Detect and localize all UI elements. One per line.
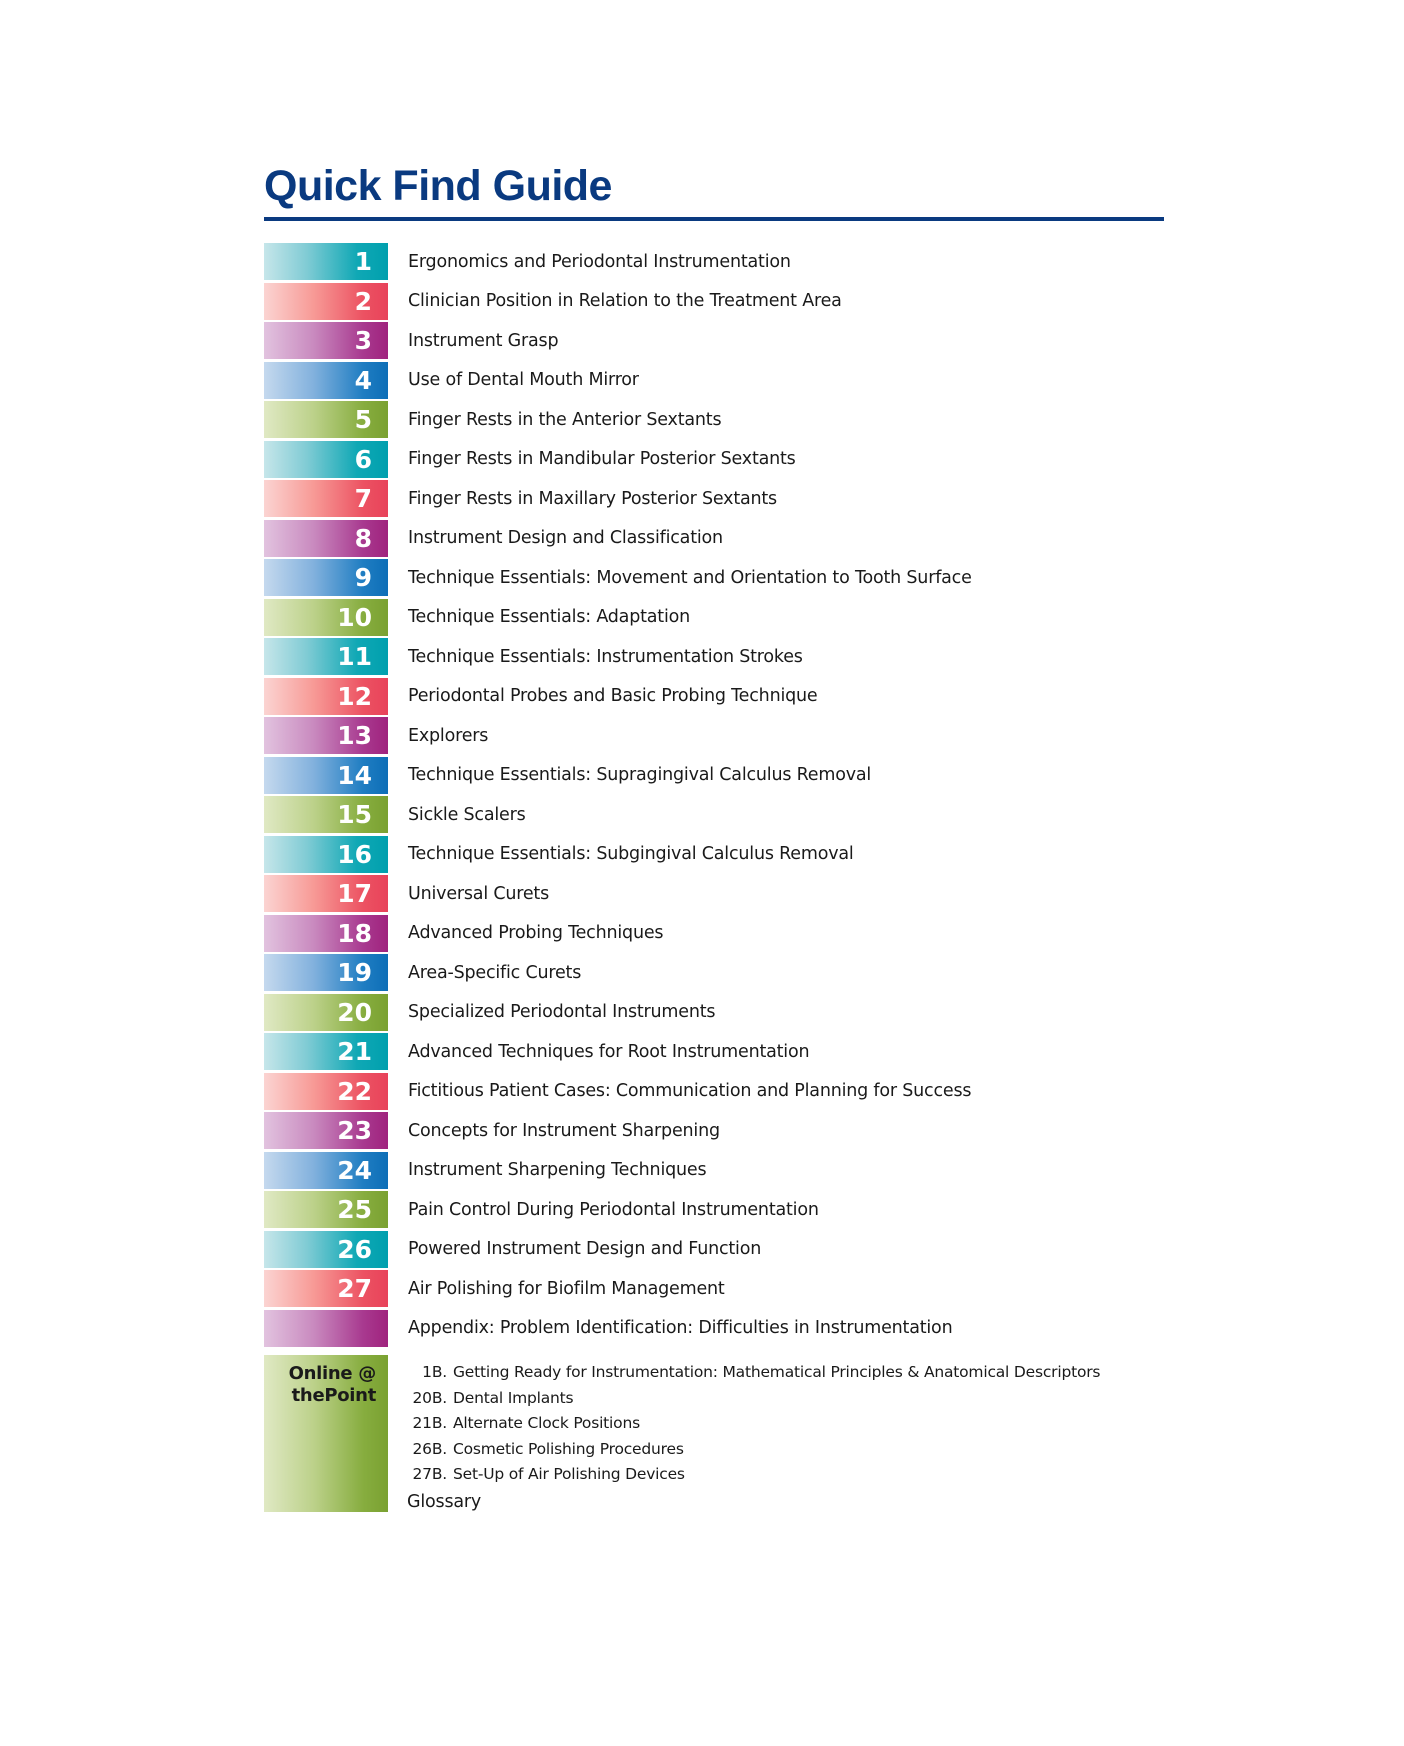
chapter-tab: 4 xyxy=(264,362,388,399)
online-item-label[interactable]: Cosmetic Polishing Procedures xyxy=(453,1439,684,1458)
chapter-label[interactable]: Technique Essentials: Movement and Orientation to Tooth Surface xyxy=(408,567,972,588)
chapter-label[interactable]: Area-Specific Curets xyxy=(408,962,582,983)
chapter-tab: 19 xyxy=(264,954,388,991)
chapter-row[interactable] xyxy=(264,441,1164,478)
chapter-tab: 2 xyxy=(264,283,388,320)
chapter-list xyxy=(264,243,1164,1349)
page-title: Quick Find Guide xyxy=(264,162,612,210)
online-item[interactable] xyxy=(407,1360,1100,1386)
chapter-label[interactable]: Advanced Probing Techniques xyxy=(408,923,664,943)
chapter-tab: 3 xyxy=(264,322,388,359)
chapter-label[interactable]: Technique Essentials: Instrumentation Strokes xyxy=(408,646,803,667)
chapter-label[interactable]: Sickle Scalers xyxy=(408,804,526,825)
chapter-row[interactable] xyxy=(264,1231,1164,1268)
chapter-row[interactable] xyxy=(264,1073,1164,1110)
chapter-label[interactable]: Ergonomics and Periodontal Instrumentation xyxy=(408,251,791,272)
chapter-tab: 25 xyxy=(264,1191,388,1228)
chapter-tab: 15 xyxy=(264,796,388,833)
online-list xyxy=(407,1360,1100,1516)
chapter-tab: 11 xyxy=(264,638,388,675)
chapter-label[interactable]: Periodontal Probes and Basic Probing Technique xyxy=(408,686,818,706)
chapter-label[interactable]: Specialized Periodontal Instruments xyxy=(408,1002,716,1022)
chapter-row[interactable] xyxy=(264,678,1164,715)
chapter-row[interactable] xyxy=(264,954,1164,991)
chapter-tab: 9 xyxy=(264,559,388,596)
chapter-row[interactable] xyxy=(264,401,1164,438)
chapter-tab: 5 xyxy=(264,401,388,438)
chapter-tab: 20 xyxy=(264,994,388,1031)
chapter-tab: 6 xyxy=(264,441,388,478)
chapter-row[interactable] xyxy=(264,599,1164,636)
appendix-label[interactable]: Appendix: Problem Identification: Difficulties in Instrumentation xyxy=(408,1318,953,1338)
chapter-row[interactable] xyxy=(264,757,1164,794)
chapter-tab: 21 xyxy=(264,1033,388,1070)
chapter-tab: 22 xyxy=(264,1073,388,1110)
chapter-tab: 27 xyxy=(264,1270,388,1307)
chapter-label[interactable]: Concepts for Instrument Sharpening xyxy=(408,1120,720,1141)
chapter-label[interactable]: Powered Instrument Design and Function xyxy=(408,1239,762,1259)
chapter-row[interactable] xyxy=(264,520,1164,557)
online-item[interactable] xyxy=(407,1437,1100,1463)
appendix-tab xyxy=(264,1310,388,1347)
chapter-tab: 26 xyxy=(264,1231,388,1268)
chapter-row[interactable] xyxy=(264,1152,1164,1189)
chapter-tab: 7 xyxy=(264,480,388,517)
chapter-label[interactable]: Technique Essentials: Adaptation xyxy=(408,607,691,627)
online-item[interactable] xyxy=(407,1411,1100,1437)
chapter-row[interactable] xyxy=(264,915,1164,952)
glossary-link[interactable]: Glossary xyxy=(407,1491,482,1512)
online-item-code: 21B. xyxy=(412,1414,447,1432)
chapter-label[interactable]: Air Polishing for Biofilm Management xyxy=(408,1278,725,1299)
chapter-tab: 13 xyxy=(264,717,388,754)
online-line-1: Online @ xyxy=(288,1363,376,1384)
chapter-label[interactable]: Advanced Techniques for Root Instrumentation xyxy=(408,1041,810,1062)
appendix-row[interactable] xyxy=(264,1310,1164,1347)
chapter-tab: 18 xyxy=(264,915,388,952)
online-item-code: 20B. xyxy=(412,1388,447,1407)
online-tab-text xyxy=(289,1363,376,1407)
chapter-row[interactable] xyxy=(264,480,1164,517)
chapter-tab: 23 xyxy=(264,1112,388,1149)
chapter-label[interactable]: Technique Essentials: Subgingival Calculus Removal xyxy=(408,844,854,864)
chapter-label[interactable]: Instrument Sharpening Techniques xyxy=(408,1160,707,1180)
online-item-code: 26B. xyxy=(412,1439,447,1458)
online-item[interactable] xyxy=(407,1386,1100,1412)
chapter-row[interactable] xyxy=(264,1191,1164,1228)
chapter-label[interactable]: Clinician Position in Relation to the Treatment Area xyxy=(408,291,842,311)
chapter-row[interactable] xyxy=(264,322,1164,359)
chapter-tab: 16 xyxy=(264,836,388,873)
chapter-row[interactable] xyxy=(264,836,1164,873)
chapter-row[interactable] xyxy=(264,1033,1164,1070)
chapter-label[interactable]: Pain Control During Periodontal Instrumentation xyxy=(408,1199,819,1220)
online-line-2: thePoint xyxy=(291,1385,376,1406)
chapter-tab: 17 xyxy=(264,875,388,912)
chapter-tab: 8 xyxy=(264,520,388,557)
chapter-tab: 1 xyxy=(264,243,388,280)
chapter-label[interactable]: Fictitious Patient Cases: Communication and Planning for Success xyxy=(408,1081,972,1101)
online-item[interactable] xyxy=(407,1462,1100,1488)
chapter-tab: 24 xyxy=(264,1152,388,1189)
chapter-label[interactable]: Instrument Design and Classification xyxy=(408,528,723,548)
chapter-row[interactable] xyxy=(264,717,1164,754)
chapter-label[interactable]: Explorers xyxy=(408,725,489,746)
chapter-row[interactable] xyxy=(264,875,1164,912)
chapter-tab: 10 xyxy=(264,599,388,636)
online-tab xyxy=(264,1355,388,1512)
online-item-code: 27B. xyxy=(412,1465,447,1483)
chapter-label[interactable]: Universal Curets xyxy=(408,883,550,904)
chapter-row[interactable] xyxy=(264,283,1164,320)
chapter-row[interactable] xyxy=(264,559,1164,596)
chapter-tab: 12 xyxy=(264,678,388,715)
online-item-label[interactable]: Getting Ready for Instrumentation: Mathematical Principles & Anatomical Descriptors xyxy=(453,1363,1101,1381)
chapter-label[interactable]: Finger Rests in Mandibular Posterior Sextants xyxy=(408,449,796,469)
chapter-row[interactable] xyxy=(264,796,1164,833)
online-item-code: 1B. xyxy=(422,1363,447,1381)
title-rule xyxy=(264,217,1164,221)
chapter-label[interactable]: Finger Rests in Maxillary Posterior Sextants xyxy=(408,488,777,509)
chapter-row[interactable] xyxy=(264,362,1164,399)
chapter-label[interactable]: Use of Dental Mouth Mirror xyxy=(408,370,639,390)
chapter-tab: 14 xyxy=(264,757,388,794)
chapter-label[interactable]: Technique Essentials: Supragingival Calculus Removal xyxy=(408,765,872,785)
chapter-row[interactable] xyxy=(264,1112,1164,1149)
chapter-label[interactable]: Finger Rests in the Anterior Sextants xyxy=(408,409,722,430)
chapter-row[interactable] xyxy=(264,243,1164,280)
chapter-row[interactable] xyxy=(264,638,1164,675)
online-item-label[interactable]: Set-Up of Air Polishing Devices xyxy=(453,1465,685,1483)
chapter-label[interactable]: Instrument Grasp xyxy=(408,330,559,351)
chapter-row[interactable] xyxy=(264,1270,1164,1307)
online-item-label[interactable]: Dental Implants xyxy=(453,1388,574,1407)
online-item-label[interactable]: Alternate Clock Positions xyxy=(453,1414,640,1432)
chapter-row[interactable] xyxy=(264,994,1164,1031)
